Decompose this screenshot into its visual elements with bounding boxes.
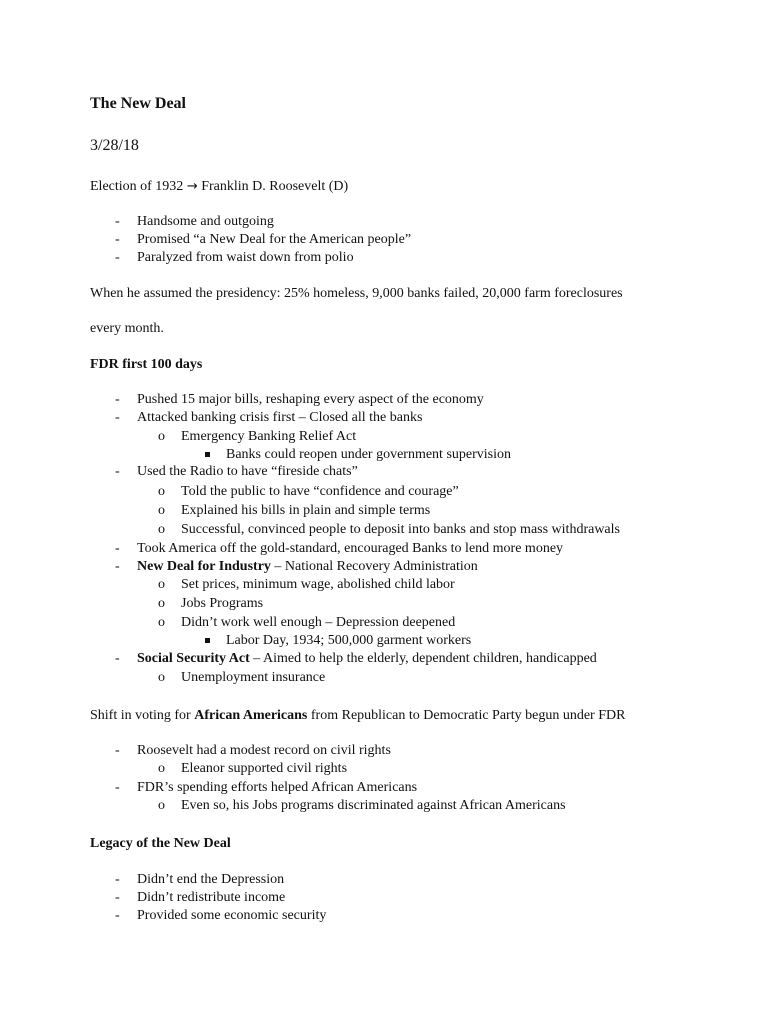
circle-bullet: o [158,429,165,444]
circle-bullet: o [158,798,165,813]
bold-term: New Deal for Industry [137,559,271,574]
list-item [137,650,597,668]
sub-list-item: Explained his bills in plain and simple terms [181,503,431,518]
sub-list-item: Eleanor supported civil rights [181,761,348,776]
dash-bullet: - [115,392,120,407]
dash-bullet: - [115,464,120,479]
list-item-text: – Aimed to help the elderly, dependent children, handicapped [249,651,597,666]
list-item: Promised “a New Deal for the American people” [137,232,412,247]
sub-list-item: Set prices, minimum wage, abolished child labor [181,577,455,592]
section-heading: Legacy of the New Deal [90,836,231,851]
sub-sub-list-item: Banks could reopen under government supervision [226,447,511,462]
bold-term: African Americans [194,708,308,723]
list-item: Roosevelt had a modest record on civil rights [137,743,391,758]
circle-bullet: o [158,670,165,685]
sub-list-item: Didn’t work well enough – Depression deepened [181,615,456,630]
dash-bullet: - [115,541,120,556]
list-item: Didn’t end the Depression [137,872,285,887]
dash-bullet: - [115,780,120,795]
list-item: Didn’t redistribute income [137,890,286,905]
sub-list-item: Emergency Banking Relief Act [181,429,357,444]
section-heading: FDR first 100 days [90,357,203,372]
circle-bullet: o [158,596,165,611]
dash-bullet: - [115,872,120,887]
dash-bullet: - [115,908,120,923]
paragraph-text: Shift in voting for [90,708,195,723]
list-item: FDR’s spending efforts helped African Americans [137,780,418,795]
paragraph-line: every month. [90,321,164,336]
sub-list-item: Jobs Programs [181,596,264,611]
election-text: Election of 1932 [90,179,184,194]
bold-term: Social Security Act [137,651,250,666]
dash-bullet: - [115,743,120,758]
paragraph-line: When he assumed the presidency: 25% homeless, 9,000 banks failed, 20,000 farm foreclosures [90,286,623,301]
dash-bullet: - [115,559,120,574]
circle-bullet: o [158,577,165,592]
square-bullet [205,638,210,643]
list-item: Pushed 15 major bills, reshaping every aspect of the economy [137,392,484,407]
circle-bullet: o [158,761,165,776]
list-item: Handsome and outgoing [137,214,274,229]
list-item: Provided some economic security [137,908,327,923]
paragraph-text: from Republican to Democratic Party begun under FDR [307,708,626,723]
election-line [90,178,348,196]
list-item [137,558,478,576]
circle-bullet: o [158,503,165,518]
page-title: The New Deal [90,95,186,112]
sub-list-item: Successful, convinced people to deposit into banks and stop mass withdrawals [181,522,620,537]
dash-bullet: - [115,250,120,265]
dash-bullet: - [115,890,120,905]
paragraph-line [90,707,625,725]
election-winner: Franklin D. Roosevelt (D) [201,179,349,194]
dash-bullet: - [115,232,120,247]
sub-sub-list-item: Labor Day, 1934; 500,000 garment workers [226,633,472,648]
dash-bullet: - [115,651,120,666]
circle-bullet: o [158,615,165,630]
sub-list-item: Even so, his Jobs programs discriminated against African Americans [181,798,566,813]
dash-bullet: - [115,410,120,425]
square-bullet [205,452,210,457]
dash-bullet: - [115,214,120,229]
list-item: Took America off the gold-standard, encouraged Banks to lend more money [137,541,564,556]
circle-bullet: o [158,484,165,499]
list-item: Used the Radio to have “fireside chats” [137,464,358,479]
sub-list-item: Unemployment insurance [181,670,326,685]
circle-bullet: o [158,522,165,537]
list-item: Attacked banking crisis first – Closed all the banks [137,410,423,425]
page-date: 3/28/18 [90,137,139,154]
sub-list-item: Told the public to have “confidence and courage” [181,484,459,499]
list-item: Paralyzed from waist down from polio [137,250,354,265]
arrow-right-icon: → [186,179,198,194]
list-item-text: – National Recovery Administration [270,559,478,574]
